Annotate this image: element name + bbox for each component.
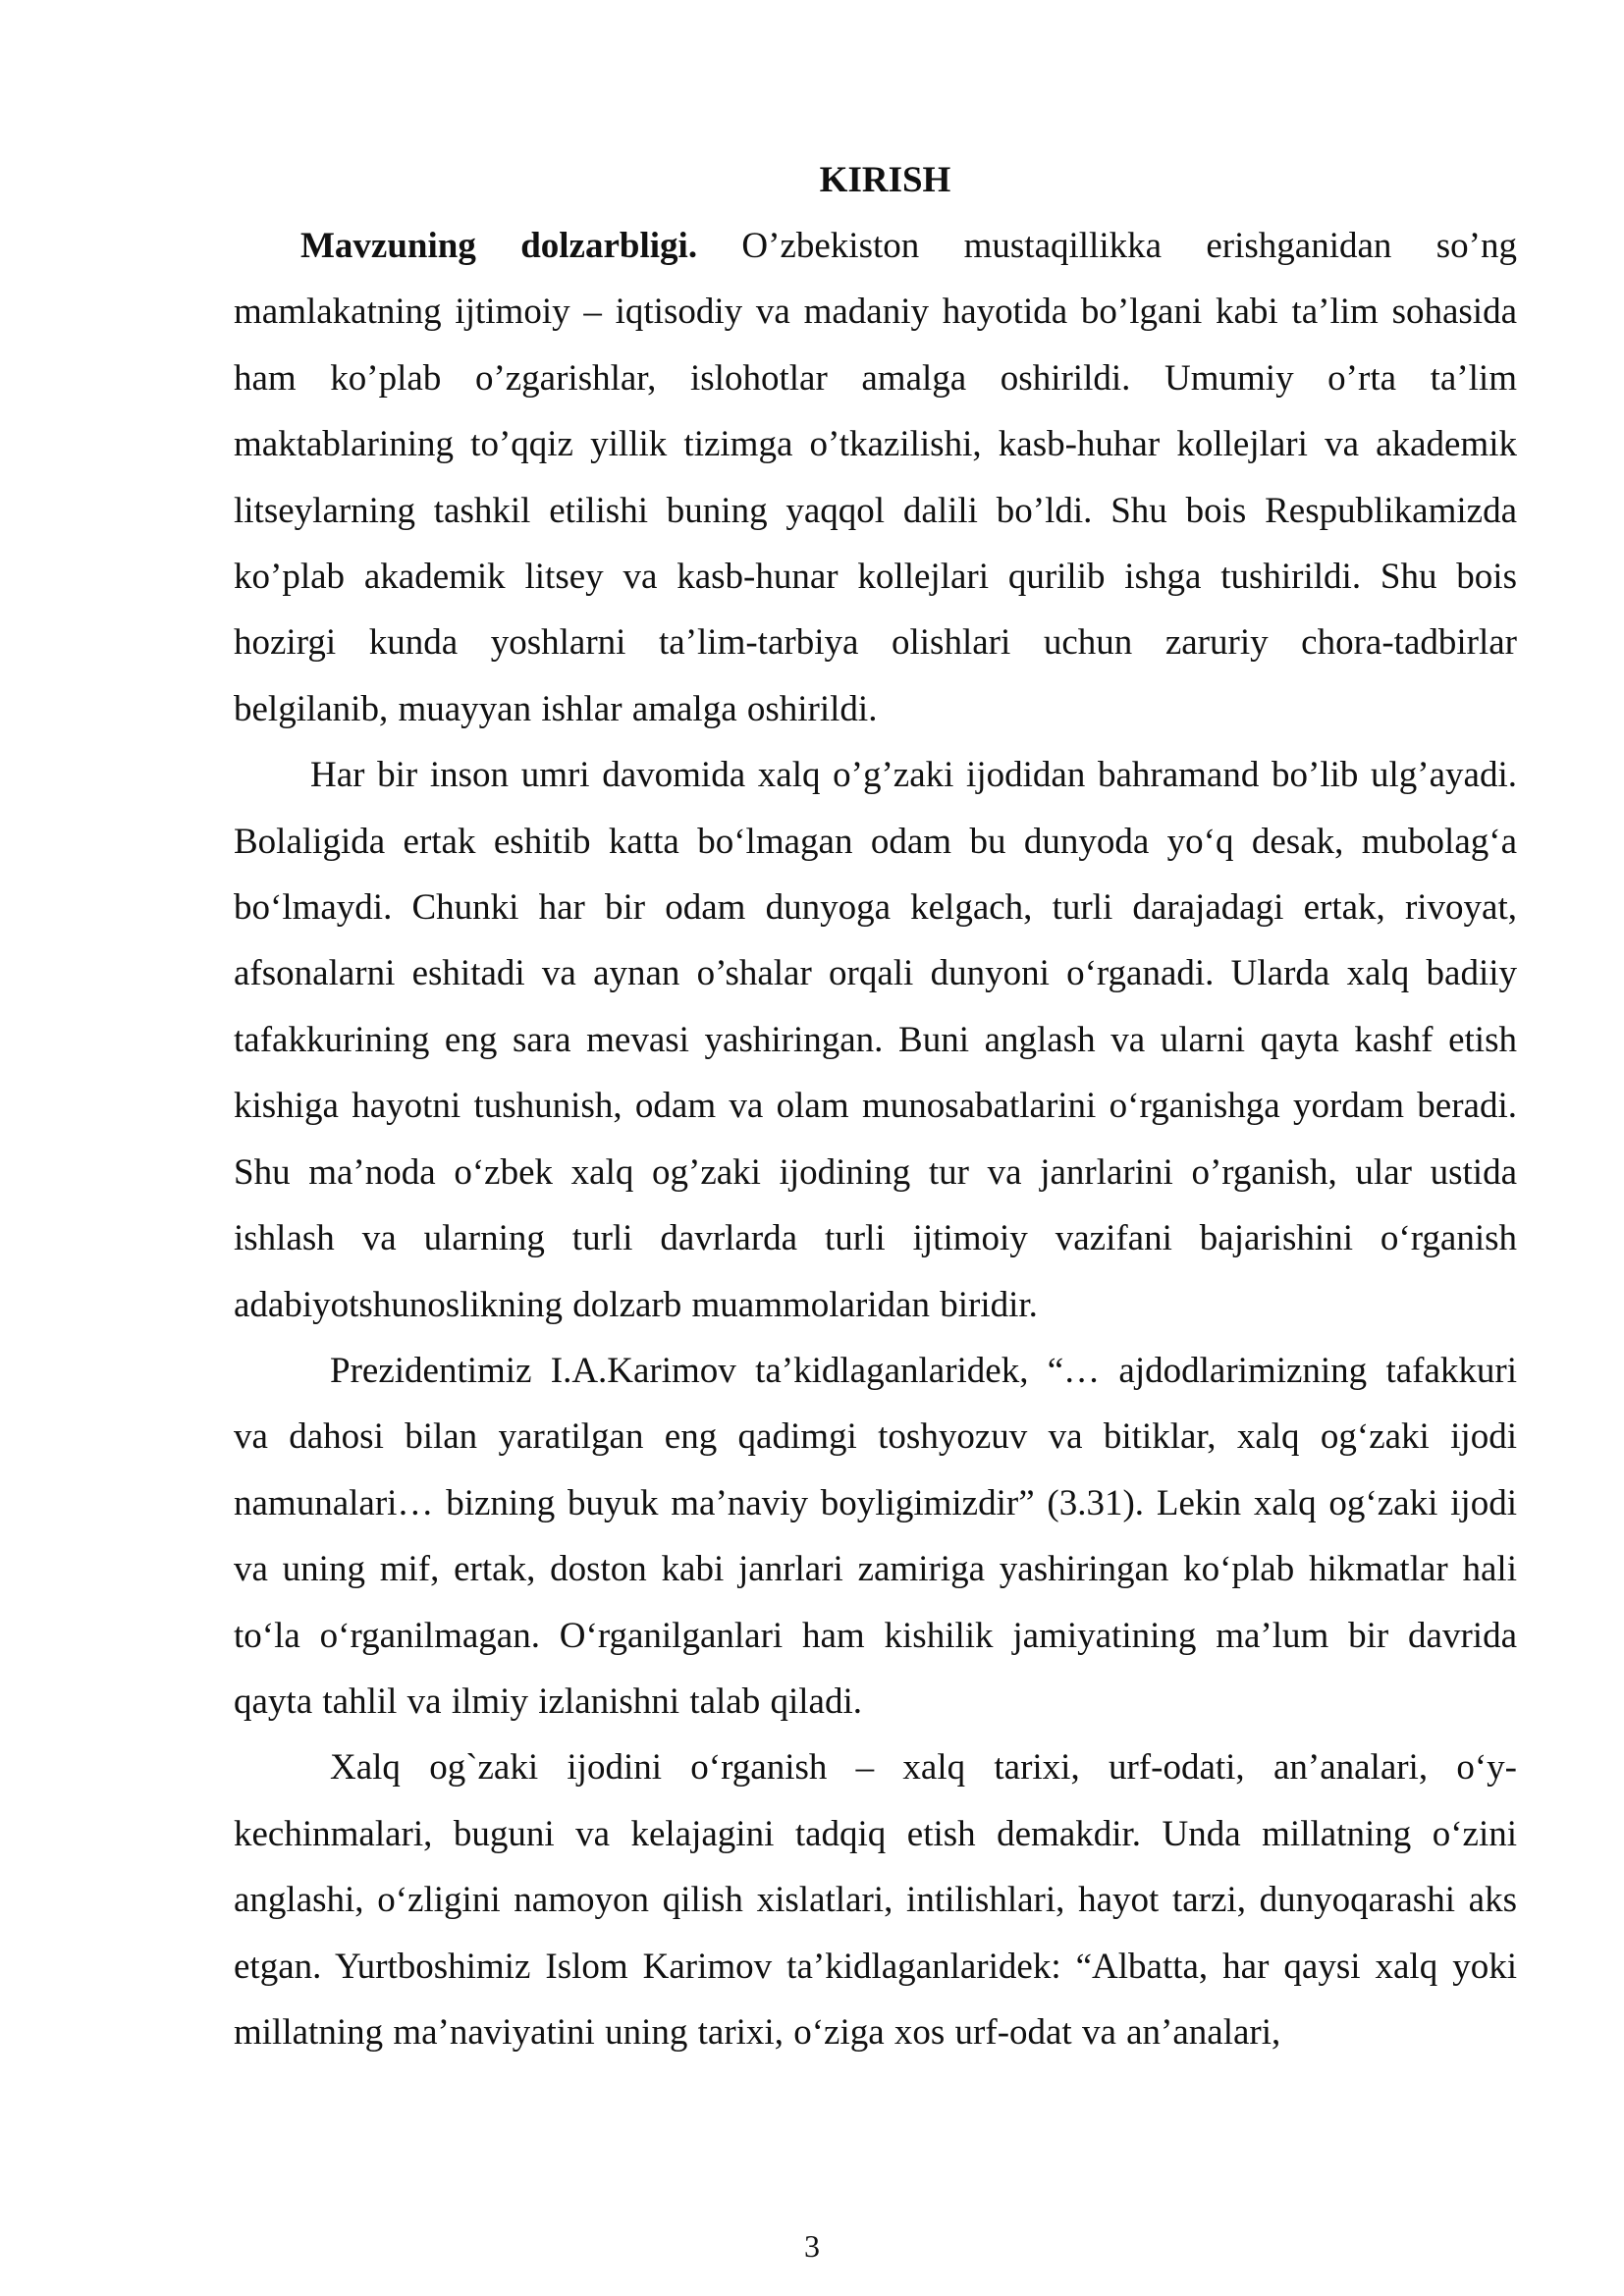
paragraph-text: Har bir inson umri davomida xalq o’g’zaki ijodidan bahramand bo’lib ulg’ayadi. Bolaligida ertak eshitib katta bo‘lmagan odam bu dunyoda yo‘q desak, mubolag‘a bo‘lmaydi. Chunki har bir odam dunyoga kelgach, turli darajadagi ertak, rivoyat, afsonalarni eshitadi va aynan o’shalar orqali dunyoni o‘rganadi. Ularda xalq badiiy tafakkurining eng sara mevasi yashiringan. Buni anglash va ularni qayta kashf etish kishiga hayotni tushunish, odam va olam munosabatlarini o‘rganishga yordam beradi. Shu ma’noda o‘zbek xalq og’zaki ijodining tur va janrlarini o’rganish, ular ustida ishlash va ularning turli davrlarda turli ijtimoiy vazifani bajarishini o‘rganish adabiyotshunoslikning dolzarb muammolaridan biridir. xyxy=(234,755,1517,1325)
document-page xyxy=(234,147,1517,2065)
paragraph-text: Prezidentimiz I.A.Karimov ta’kidlaganlaridek, “… ajdodlarimizning tafakkuri va dahosi bilan yaratilgan eng qadimgi toshyozuv va bitiklar, xalq og‘zaki ijodi namunalari… bizning buyuk ma’naviy boyligimizdir” (3.31). Lekin xalq og‘zaki ijodi va uning mif, ertak, doston kabi janrlari zamiriga yashiringan ko‘plab hikmatlar hali to‘la o‘rganilmagan. O‘rganilganlari ham kishilik jamiyatining ma’lum bir davrida qayta tahlil va ilmiy izlanishni talab qiladi. xyxy=(234,1350,1517,1722)
paragraph-study-folklore xyxy=(234,1735,1517,2065)
paragraph-lead: Mavzuning dolzarbligi. xyxy=(300,226,698,266)
paragraph-text: O’zbekiston mustaqillikka erishganidan so’ng mamlakatning ijtimoiy – iqtisodiy va madaniy hayotida bo’lgani kabi ta’lim sohasida ham ko’plab o’zgarishlar, islohotlar amalga oshirildi. Umumiy o’rta ta’lim maktablarining to’qqiz yillik tizimga o’tkazilishi, kasb-huhar kollejlari va akademik litseylarning tashkil etilishi buning yaqqol dalili bo’ldi. Shu bois Respublikamizda ko’plab akademik litsey va kasb-hunar kollejlari qurilib ishga tushirildi. Shu bois hozirgi kunda yoshlarni ta’lim-tarbiya olishlari uchun zaruriy chora-tadbirlar belgilanib, muayyan ishlar amalga oshirildi. xyxy=(234,226,1517,729)
paragraph-text: Xalq og`zaki ijodini o‘rganish – xalq tarixi, urf-odati, an’analari, o‘y-kechinmalari, buguni va kelajagini tadqiq etish demakdir. Unda millatning o‘zini anglashi, o‘zligini namoyon qilish xislatlari, intilishlari, hayot tarzi, dunyoqarashi aks etgan. Yurtboshimiz Islom Karimov ta’kidlaganlaridek: “Albatta, har qaysi xalq yoki millatning ma’naviyatini uning tarixi, o‘ziga xos urf-odat va an’analari, xyxy=(234,1747,1517,2053)
paragraph-president-quote xyxy=(234,1338,1517,1735)
paragraph-relevance xyxy=(234,213,1517,742)
page-number: 3 xyxy=(804,2228,820,2264)
section-heading: KIRISH xyxy=(819,160,951,200)
paragraph-folklore xyxy=(234,742,1517,1338)
